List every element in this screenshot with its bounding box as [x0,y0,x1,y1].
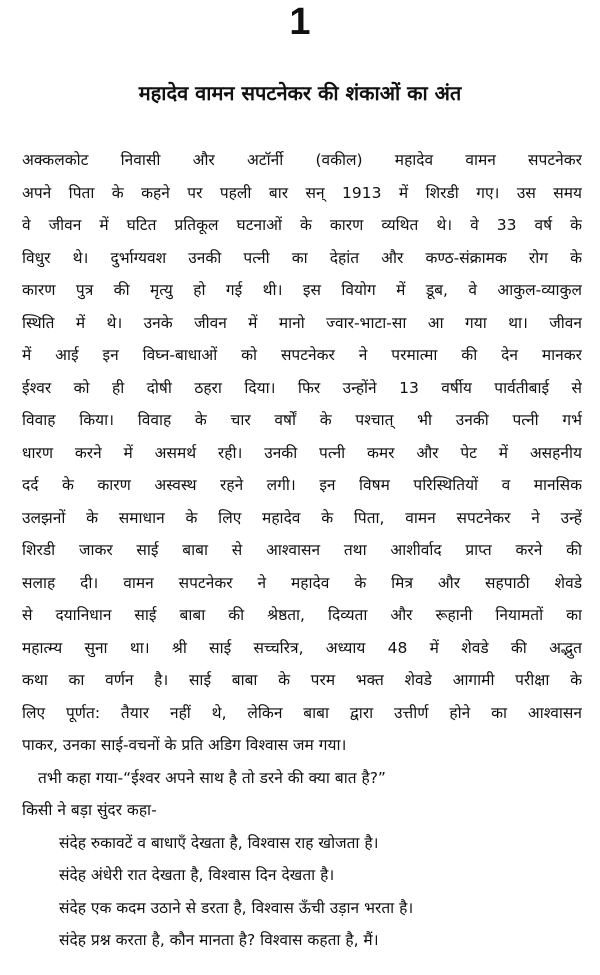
verse-line: संदेह अंधेरी रात देखता है, विश्वास दिन देखता है। [59,866,335,884]
paragraph-line: शिरडी जाकर साई बाबा से आश्वासन तथा आशीर्वाद प्राप्त करने की [22,541,582,559]
paragraph-line: वे जीवन में घटित प्रतिकूल घटनाओं के कारण व्यथित थे। वे 33 वर्ष के [22,216,582,234]
paragraph-line: में आई इन विघ्न-बाधाओं को सपटनेकर ने परमात्मा की देन मानकर [22,346,582,364]
verse-line: संदेह प्रश्न करता है, कौन मानता है? विश्वास कहता है, मैं। [59,931,379,949]
verse-line: संदेह एक कदम उठाने से डरता है, विश्वास ऊँची उड़ान भरता है। [59,898,414,917]
paragraph-line: ईश्वर को ही दोषी ठहरा दिया। फिर उन्होंने 13 वर्षीय पार्वतीबाई से [22,378,582,397]
chapter-body [22,144,582,957]
paragraph-line: कारण पुत्र की मृत्यु हो गई थी। इस वियोग में डूब, वे आकुल-व्याकुल [22,281,582,299]
paragraph-line: विवाह किया। विवाह के चार वर्षों के पश्चात् भी उनकी पत्नी गर्भ [22,411,582,429]
paragraph-line: दर्द के कारण अस्वस्थ रहने लगी। इन विषम परिस्थितियों व मानसिक [22,476,582,494]
verse-line: संदेह रुकावटें व बाधाएँ देखता है, विश्वास राह खोजता है। [59,833,379,852]
paragraph-line: किसी ने बड़ा सुंदर कहा- [22,801,157,819]
paragraph-line: तभी कहा गया-“ईश्वर अपने साथ है तो डरने की क्या बात है?” [38,768,386,787]
paragraph-line: उलझनों के समाधान के लिए महादेव के पिता, वामन सपटनेकर ने उन्हें [22,508,582,527]
paragraph-line: विधुर थे। दुर्भाग्यवश उनकी पत्नी का देहांत और कण्ठ-संक्रामक रोग के [22,248,582,267]
paragraph-line: अक्कलकोट निवासी और अटॉर्नी (वकील) महादेव वामन सपटनेकर [22,151,582,169]
paragraph-line: कथा का वर्णन है। साई बाबा के परम भक्त शेवडे आगामी परीक्षा के [22,671,582,689]
paragraph-line: पाकर, उनका साई-वचनों के प्रति अडिग विश्वास जम गया। [22,736,347,754]
paragraph-2 [22,762,582,827]
paragraph-line: सलाह दी। वामन सपटनेकर ने महादेव के मित्र और सहपाठी शेवडे [22,573,582,592]
verse-block [22,827,582,957]
paragraph-line: से दयानिधान साई बाबा की श्रेष्ठता, दिव्यता और रूहानी नियामतों का [22,606,582,624]
chapter-number: 1 [289,1,311,43]
paragraph-line: धारण करने में असमर्थ रही। उनकी पत्नी कमर और पेट में असहनीय [22,443,582,462]
paragraph-line: स्थिति में थे। उनके जीवन में मानो ज्वार-भाटा-सा आ गया था। जीवन [22,313,582,332]
paragraph-line: लिए पूर्णत: तैयार नहीं थे, लेकिन बाबा द्वारा उत्तीर्ण होने का आश्वासन [22,703,582,722]
paragraph-line: महात्म्य सुना था। श्री साई सच्चरित्र, अध्याय 48 में शेवडे की अद्भुत [22,638,582,657]
paragraph-1 [22,144,582,762]
paragraph-line: अपने पिता के कहने पर पहली बार सन् 1913 में शिरडी गए। उस समय [22,183,582,202]
chapter-title: महादेव वामन सपटनेकर की शंकाओं का अंत [138,81,462,105]
